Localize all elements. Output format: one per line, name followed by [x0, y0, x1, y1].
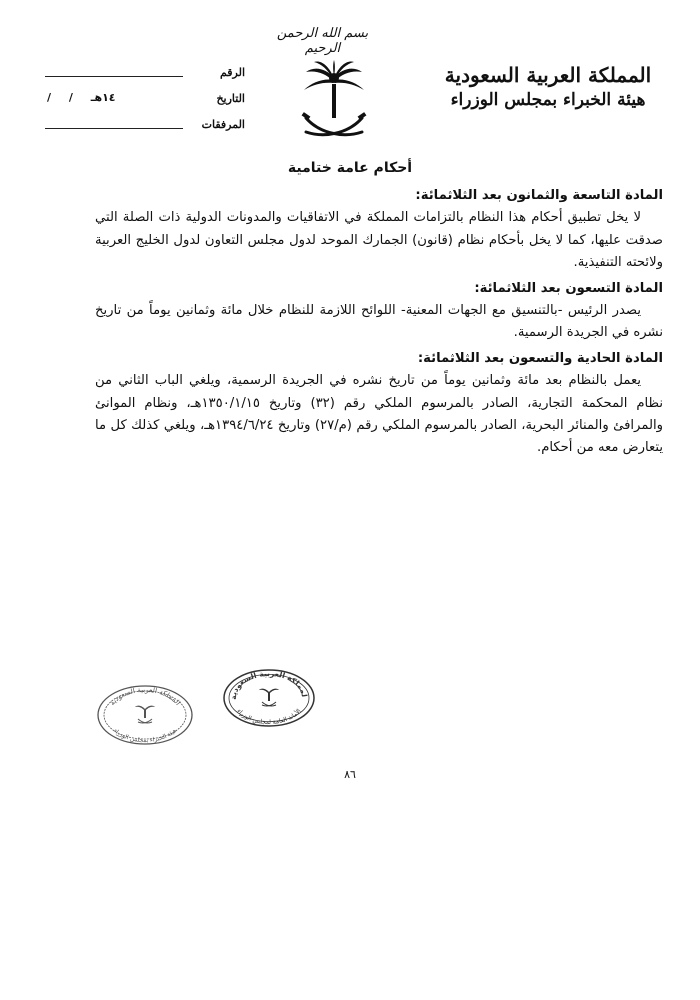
ref-attachments-row: [45, 118, 245, 144]
ref-attachments-label: المرفقات: [201, 118, 245, 131]
svg-text:الأمانة العامة لمجلس الوزراء: [235, 708, 302, 726]
official-seal-stamp: [222, 668, 316, 728]
articles-body: [95, 185, 663, 460]
ref-date-label: التاريخ: [216, 92, 245, 105]
ref-date-format: / / ١٤هـ: [47, 91, 183, 104]
org-name-line1: المملكة العربية السعودية: [444, 63, 652, 87]
stamp-text-line2: الأمانة العامة لمجلس الوزراء: [235, 707, 303, 727]
article-heading: المادة التسعون بعد الثلاثمائة:: [474, 280, 663, 296]
article-text: لا يخل تطبيق أحكام هذا النظام بالتزامات المملكة في الاتفاقيات والمدونات الدولية ذات الصلة التي صدقت عليها، كما لا يخل بأحكام نظام (قانون) الجمارك الموحد لدول مجلس التعاون لدول الخليج العربية ولائحته التنفيذية.: [95, 210, 663, 271]
org-name-line2: هيئة الخبراء بمجلس الوزراء: [450, 90, 646, 110]
ref-number-row: [45, 66, 245, 92]
page-number: ٨٦: [344, 768, 356, 781]
organization-header: [428, 62, 668, 112]
svg-text:هيئة الخبراء بمجلس الوزراء: [112, 727, 178, 744]
ref-number-line: [45, 76, 183, 77]
ref-attachments-line: [45, 128, 183, 129]
svg-text:المملكة العربية السعودية: [108, 686, 182, 707]
reference-block: [45, 66, 245, 144]
stamp-text-line1: لمملكة العربية السعودية: [228, 668, 309, 700]
article-heading: المادة الحادية والتسعون بعد الثلاثمائة:: [417, 350, 663, 366]
article-text: يصدر الرئيس -بالتنسيق مع الجهات المعنية- اللوائح اللازمة للنظام خلال مائة وثمانين يوماً من تاريخ نشره في الجريدة الرسمية.: [95, 303, 663, 341]
palm-swords-emblem-icon: [300, 60, 368, 144]
stamp-text-line1: المملكة العربية السعودية: [108, 685, 182, 707]
official-seal-stamp: [96, 684, 194, 746]
article-heading: المادة التاسعة والثمانون بعد الثلاثمائة:: [415, 188, 663, 203]
ref-date-row: [45, 92, 245, 118]
stamp-text-line2: هيئة الخبراء بمجلس الوزراء: [112, 727, 178, 745]
article-text: يعمل بالنظام بعد مائة وثمانين يوماً من تاريخ نشره في الجريدة الرسمية، ويلغي الباب الثاني من نظام المحكمة التجارية، الصادر بالمرسوم الملكي رقم (٣٢) وتاريخ ١٣٥٠/١/١٥هـ، ونظام الموانئ والمرافئ والمنائر البحرية، الصادر بالمرسوم الملكي رقم (م/٢٧) وتاريخ ١٣٩٤/٦/٢٤هـ، ويلغي كذلك كل ما يتعارض معه من أحكام.: [95, 373, 664, 456]
svg-text:المملكة العربية السعودية: [222, 668, 309, 700]
ref-number-label: الرقم: [219, 66, 245, 79]
basmala: بسم الله الرحمن الرحيم: [276, 26, 369, 56]
section-title: أحكام عامة ختامية: [287, 160, 413, 176]
